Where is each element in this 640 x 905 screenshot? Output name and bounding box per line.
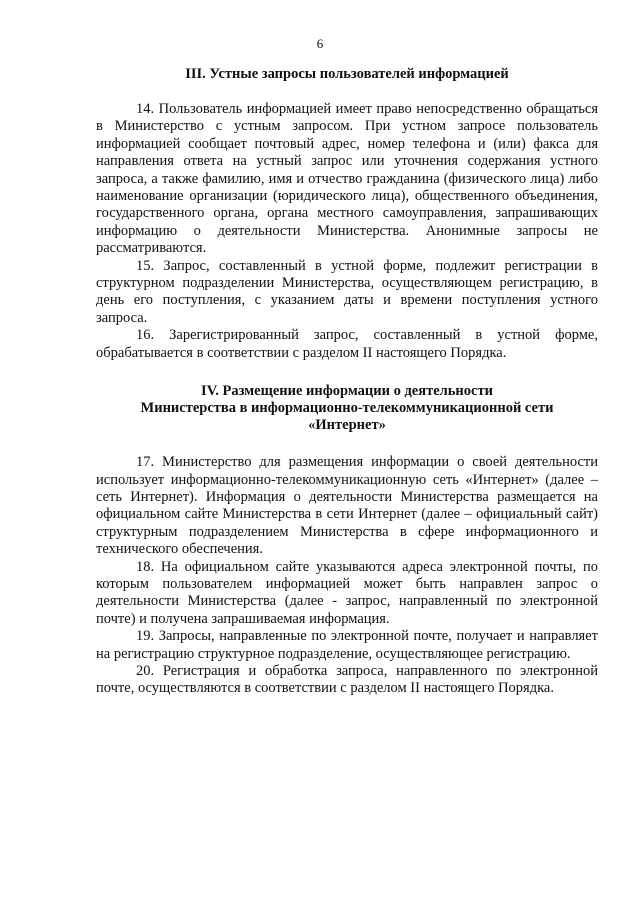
paragraph-16: 16. Зарегистрированный запрос, составленный в устной форме, обрабатывается в соответствии с разделом II настоящего Порядка. (96, 327, 598, 361)
section-4-title-line-2: Министерства в информационно-телекоммуникационной сети (140, 400, 554, 417)
paragraph-15: 15. Запрос, составленный в устной форме, подлежит регистрации в структурном подразделении Министерства, осуществляющем регистрацию, в день его поступления, с указанием даты и времени поступления устного запроса. (96, 257, 598, 326)
paragraph-18: 18. На официальном сайте указываются адреса электронной почты, по которым пользователем информацией может быть направлен запрос о деятельности Министерства (далее - запрос, направленный по электронной почте) и получена запрашиваемая информация. (96, 558, 598, 627)
section-4-title-line-1: IV. Размещение информации о деятельности (201, 383, 493, 400)
paragraph-20: 20. Регистрация и обработка запроса, направленного по электронной почте, осуществляются в соответствии с разделом II настоящего Порядка. (96, 662, 598, 697)
paragraph-14: 14. Пользователь информацией имеет право непосредственно обращаться в Министерство с устным запросом. При устном запросе пользователь информацией сообщает почтовый адрес, номер телефона и (или) факса для направления ответа на устный запрос или уточнения содержания устного запроса, а также фамилию, имя и отчество гражданина (физического лица) либо наименование организации (юридического лица), общественного объединения, государственного органа, органа местного самоуправления, запрашивающих информацию о деятельности Министерства. Анонимные запросы не рассматриваются. (96, 101, 598, 257)
section-4-title (96, 383, 598, 434)
section-4-title-line-3: «Интернет» (308, 417, 386, 434)
paragraph-19: 19. Запросы, направленные по электронной почте, получает и направляет на регистрацию структурное подразделение, осуществляющее регистрацию. (96, 628, 598, 662)
section-3-title: III. Устные запросы пользователей информацией (185, 66, 509, 82)
paragraph-17: 17. Министерство для размещения информации о своей деятельности использует информационно-телекоммуникационную сеть «Интернет» (далее – сеть Интернет). Информация о деятельности Министерства размещается на официальном сайте Министерства в сети Интернет (далее – официальный сайт) структурным подразделением Министерства в сфере информационного и технического обеспечения. (96, 454, 598, 558)
document-body (96, 66, 598, 698)
page-number: 6 (316, 36, 324, 51)
